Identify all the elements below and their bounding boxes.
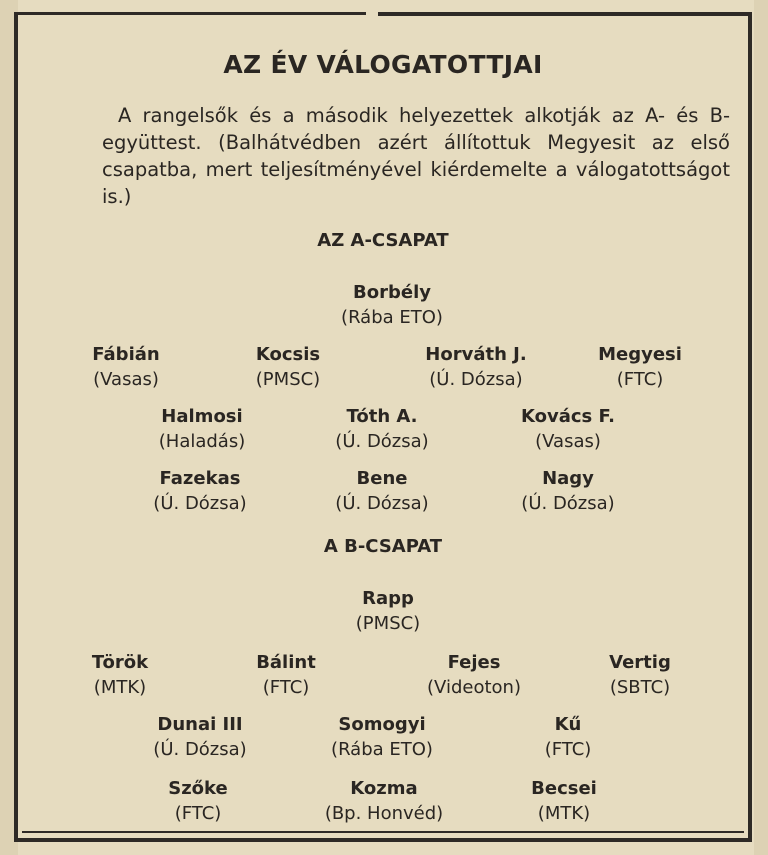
player-name: Halmosi [161,406,243,427]
player-club: (Vasas) [535,431,601,452]
top-rule-left [18,12,366,15]
player-name: Megyesi [598,344,682,365]
team-b-goalkeeper [356,586,420,636]
player-club: (SBTC) [609,677,671,698]
player-name: Dunai III [157,714,243,735]
team-a-defender-4 [598,342,682,392]
team-a-heading: AZ A-CSAPAT [317,230,449,251]
player-name: Borbély [353,282,431,303]
team-a-forward-1 [153,466,246,516]
player-name: Fejes [447,652,501,673]
player-club: (Vasas) [93,369,159,390]
team-a-goalkeeper [341,280,443,330]
team-b-midfielder-1 [153,712,246,762]
player-name: Somogyi [338,714,426,735]
player-club: (PMSC) [355,613,421,634]
team-a-midfielder-1 [159,404,245,454]
player-club: (Ú. Dózsa) [153,739,247,760]
player-name: Szőke [168,778,228,799]
player-name: Kű [554,714,582,735]
team-a-forward-2 [335,466,428,516]
player-club: (PMSC) [255,369,321,390]
player-club: (Ú. Dózsa) [153,493,247,514]
player-name: Bene [356,468,408,489]
team-b-defender-4 [609,650,671,700]
player-name: Török [91,652,149,673]
player-club: (Rába ETO) [341,307,443,328]
team-b-heading: A B-CSAPAT [323,536,443,557]
player-club: (MTK) [537,803,591,824]
player-name: Horváth J. [425,344,527,365]
player-name: Fazekas [159,468,241,489]
player-club: (FTC) [544,739,592,760]
player-club: (FTC) [174,803,222,824]
player-club: (Ú. Dózsa) [521,493,615,514]
article-title: AZ ÉV VÁLOGATOTTJAI [223,50,543,79]
team-a-defender-2 [256,342,320,392]
player-name: Rapp [362,588,414,609]
intro-paragraph: A rangelsők és a második helyezettek alkotják az A- és B-együttest. (Balhátvédben azért állítottuk Megyesit az első csapatba, mert teljesítményével kiérdemelte a válogatottságot is.) [102,104,730,208]
top-rule-right [378,12,748,16]
team-b-defender-2 [256,650,316,700]
player-club: (Bp. Honvéd) [324,803,444,824]
team-b-defender-3 [427,650,521,700]
article-frame [14,12,752,842]
team-b-defender-1 [92,650,148,700]
player-name: Fábián [92,344,160,365]
player-name: Nagy [542,468,594,489]
adjacent-page-edge-right [754,0,768,855]
team-b-midfielder-3 [545,712,592,762]
bottom-inner-rule [22,831,744,833]
player-club: (Ú. Dózsa) [335,493,429,514]
team-b-midfielder-2 [331,712,433,762]
player-club: (Haladás) [158,431,246,452]
player-name: Bálint [256,652,316,673]
team-b-forward-1 [168,776,228,826]
player-name: Vertig [609,652,671,673]
player-name: Kocsis [255,344,321,365]
team-b-forward-3 [531,776,597,826]
player-club: (MTK) [93,677,147,698]
player-club: (Rába ETO) [331,739,433,760]
team-a-defender-1 [92,342,159,392]
team-a-midfielder-3 [521,404,615,454]
team-a-defender-3 [425,342,526,392]
team-a-midfielder-2 [335,404,428,454]
player-name: Tóth A. [346,406,418,427]
player-club: (Ú. Dózsa) [429,369,523,390]
player-club: (FTC) [616,369,664,390]
player-name: Kovács F. [520,406,616,427]
team-b-forward-2 [325,776,443,826]
player-name: Becsei [531,778,597,799]
player-name: Kozma [350,778,418,799]
team-a-forward-3 [521,466,614,516]
player-club: (FTC) [262,677,310,698]
player-club: (Ú. Dózsa) [335,431,429,452]
player-club: (Videoton) [427,677,521,698]
